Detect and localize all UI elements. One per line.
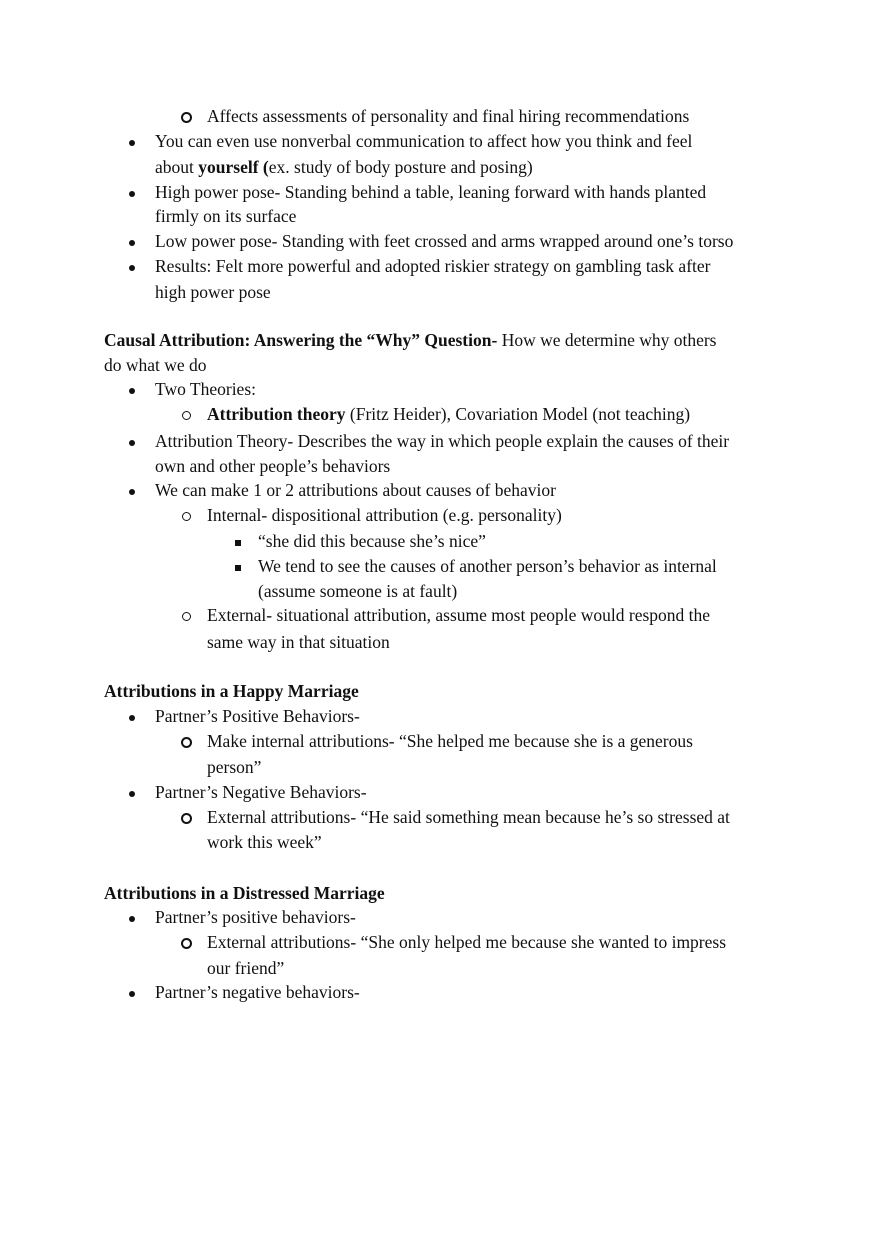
list-item-happy-external: External attributions- “He said something mean because he’s so stressed at bbox=[207, 807, 730, 827]
circle-bullet-icon bbox=[178, 503, 194, 527]
bold-circle-bullet-icon bbox=[178, 104, 194, 128]
list-item-attribution-def: Attribution Theory- Describes the way in which people explain the causes of their bbox=[155, 431, 730, 451]
bullet-icon bbox=[124, 905, 140, 929]
list-item-distressed-external: External attributions- “She only helped me because she wanted to impress bbox=[207, 932, 727, 952]
list-item-results-cont: high power pose bbox=[155, 282, 271, 302]
list-item-attribution-theory: Attribution theory (Fritz Heider), Covariation Model (not teaching) bbox=[207, 404, 691, 424]
list-item-happy-negative: Partner’s Negative Behaviors- bbox=[155, 782, 367, 802]
list-item-affects: Affects assessments of personality and final hiring recommendations bbox=[207, 106, 690, 126]
bullet-icon bbox=[124, 478, 140, 502]
list-item-high-power: High power pose- Standing behind a table, leaning forward with hands planted bbox=[155, 182, 707, 202]
section-heading-distressed: Attributions in a Distressed Marriage bbox=[104, 883, 385, 903]
bold-circle-bullet-icon bbox=[178, 930, 194, 954]
list-item-internal: Internal- dispositional attribution (e.g. personality) bbox=[207, 505, 562, 525]
bullet-icon bbox=[124, 980, 140, 1004]
circle-bullet-icon bbox=[178, 603, 194, 627]
list-item-distressed-positive: Partner’s positive behaviors- bbox=[155, 907, 356, 927]
bullet-icon bbox=[124, 780, 140, 804]
section-heading-happy: Attributions in a Happy Marriage bbox=[104, 681, 359, 701]
list-item-nice: “she did this because she’s nice” bbox=[258, 531, 486, 551]
list-item-happy-internal: Make internal attributions- “She helped me because she is a generous bbox=[207, 731, 693, 751]
bullet-icon bbox=[124, 229, 140, 253]
list-item-attribution-def-cont: own and other people’s behaviors bbox=[155, 456, 391, 476]
bold-circle-bullet-icon bbox=[178, 729, 194, 753]
list-item-nonverbal-cont: about yourself (ex. study of body posture and posing) bbox=[155, 157, 533, 177]
list-item-two-theories: Two Theories: bbox=[155, 379, 257, 399]
list-item-happy-external-cont: work this week” bbox=[207, 832, 322, 852]
list-item-happy-internal-cont: person” bbox=[207, 757, 262, 777]
section-heading-causal: Causal Attribution: Answering the “Why” Question- How we determine why others bbox=[104, 330, 717, 350]
list-item-tend-cont: (assume someone is at fault) bbox=[258, 581, 458, 601]
bullet-icon bbox=[124, 129, 140, 153]
section-heading-causal-cont: do what we do bbox=[104, 355, 207, 375]
square-bullet-icon bbox=[230, 554, 246, 578]
list-item-make-attributions: We can make 1 or 2 attributions about causes of behavior bbox=[155, 480, 556, 500]
list-item-tend: We tend to see the causes of another person’s behavior as internal bbox=[258, 556, 717, 576]
list-item-happy-positive: Partner’s Positive Behaviors- bbox=[155, 706, 360, 726]
square-bullet-icon bbox=[230, 529, 246, 553]
list-item-low-power: Low power pose- Standing with feet crossed and arms wrapped around one’s torso bbox=[155, 231, 734, 251]
list-item-high-power-cont: firmly on its surface bbox=[155, 206, 297, 226]
bold-circle-bullet-icon bbox=[178, 805, 194, 829]
list-item-nonverbal: You can even use nonverbal communication to affect how you think and feel bbox=[155, 131, 693, 151]
list-item-external-cont: same way in that situation bbox=[207, 632, 390, 652]
bullet-icon bbox=[124, 704, 140, 728]
list-item-external: External- situational attribution, assume most people would respond the bbox=[207, 605, 711, 625]
list-item-distressed-negative: Partner’s negative behaviors- bbox=[155, 982, 360, 1002]
bullet-icon bbox=[124, 254, 140, 278]
list-item-results: Results: Felt more powerful and adopted riskier strategy on gambling task after bbox=[155, 256, 711, 276]
list-item-distressed-external-cont: our friend” bbox=[207, 958, 285, 978]
bullet-icon bbox=[124, 180, 140, 204]
bullet-icon bbox=[124, 429, 140, 453]
bullet-icon bbox=[124, 377, 140, 401]
circle-bullet-icon bbox=[178, 402, 194, 426]
